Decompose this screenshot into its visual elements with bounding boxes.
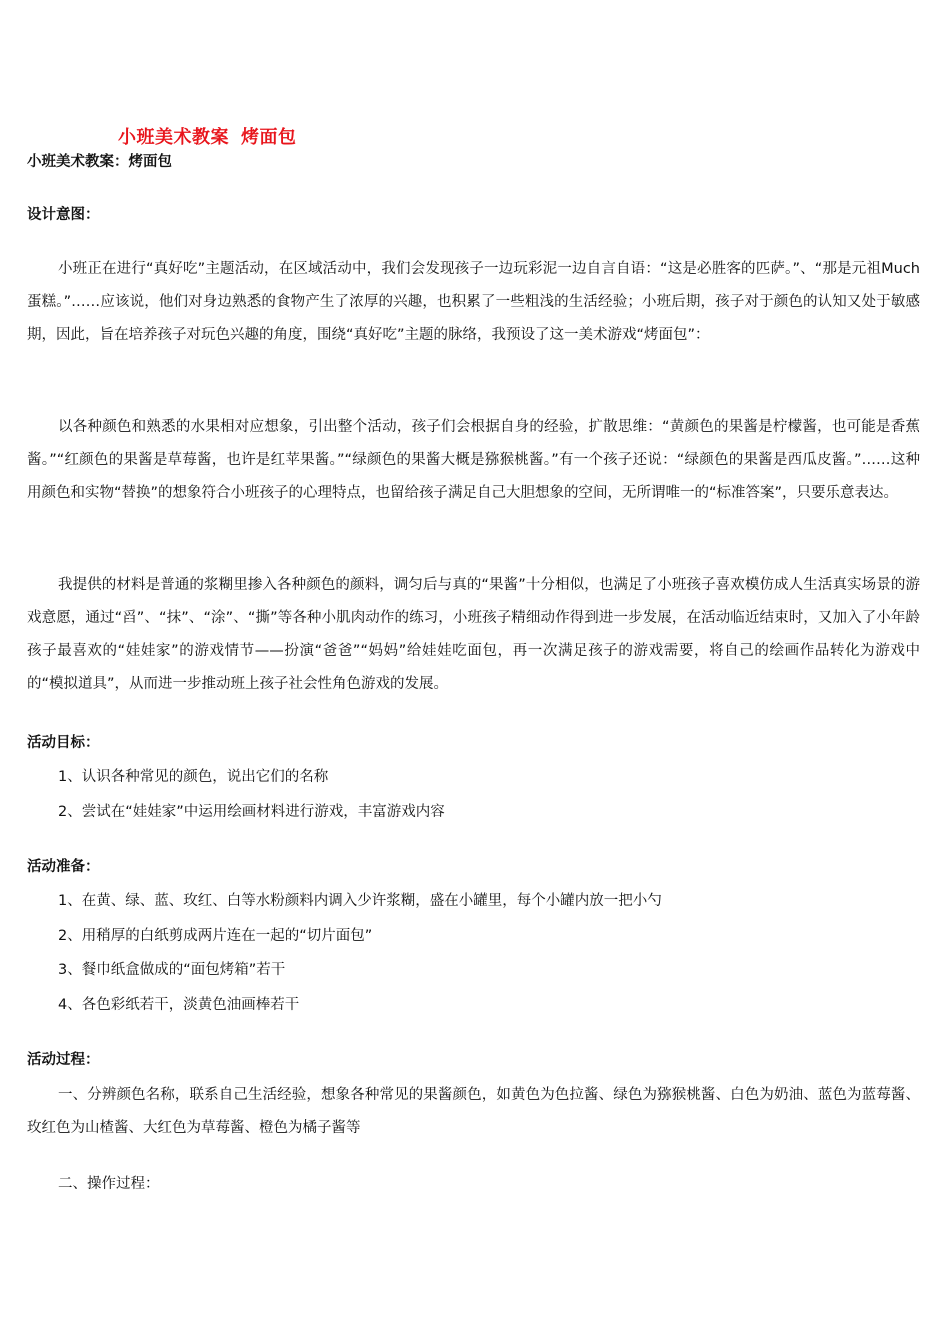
design-intent-paragraph-3: 我提供的材料是普通的浆糊里掺入各种颜色的颜料，调匀后与真的“果酱”十分相似，也满足了小班孩子喜欢模仿成人生活真实场景的游戏意愿，通过“舀”、“抹”、“涂”、“撕”等各种小肌肉动作的练习，小班孩子精细动作得到进一步发展，在活动临近结束时，又加入了小年龄孩子最喜欢的“娃娃家”的游戏情节——扮演“爸爸”“妈妈”给娃娃吃面包，再一次满足孩子的游戏需要，将自己的绘画作品转化为游戏中的“模拟道具”，从而进一步推动班上孩子社会性角色游戏的发展。 xyxy=(27,577,920,692)
title-part-1: 小班美术教案 xyxy=(118,127,229,148)
process-step-2: 二、操作过程： xyxy=(58,1176,160,1192)
goals-heading: 活动目标： xyxy=(27,735,100,751)
goal-item-2: 2、尝试在“娃娃家”中运用绘画材料进行游戏，丰富游戏内容 xyxy=(58,804,445,820)
subtitle: 小班美术教案：烤面包 xyxy=(27,154,172,170)
design-intent-paragraph-2: 以各种颜色和熟悉的水果相对应想象，引出整个活动，孩子们会根据自身的经验，扩散思维：“黄颜色的果酱是柠檬酱，也可能是香蕉酱。”“红颜色的果酱是草莓酱，也许是红苹果酱。”“绿颜色的果酱大概是猕猴桃酱。”有一个孩子还说：“绿颜色的果酱是西瓜皮酱。”……这种用颜色和实物“替换”的想象符合小班孩子的心理特点，也留给孩子满足自己大胆想象的空间，无所谓唯一的“标准答案”，只要乐意表达。 xyxy=(27,419,920,501)
preparation-item-1: 1、在黄、绿、蓝、玫红、白等水粉颜料内调入少许浆糊，盛在小罐里，每个小罐内放一把小勺 xyxy=(58,893,662,909)
design-intent-paragraph-1: 小班正在进行“真好吃”主题活动，在区域活动中，我们会发现孩子一边玩彩泥一边自言自语：“这是必胜客的匹萨。”、“那是元祖Much蛋糕。”……应该说，他们对身边熟悉的食物产生了浓厚的兴趣，也积累了一些粗浅的生活经验；小班后期，孩子对于颜色的认知又处于敏感期，因此，旨在培养孩子对玩色兴趣的角度，围绕“真好吃”主题的脉络，我预设了这一美术游戏“烤面包”： xyxy=(27,261,920,343)
title-part-2: 烤面包 xyxy=(241,127,297,148)
preparation-heading: 活动准备： xyxy=(27,859,100,875)
preparation-item-3: 3、餐巾纸盒做成的“面包烤箱”若干 xyxy=(58,962,286,978)
preparation-item-2: 2、用稍厚的白纸剪成两片连在一起的“切片面包” xyxy=(58,928,373,944)
design-intent-heading: 设计意图： xyxy=(27,207,100,223)
process-step-1: 一、分辨颜色名称，联系自己生活经验，想象各种常见的果酱颜色，如黄色为色拉酱、绿色为猕猴桃酱、白色为奶油、蓝色为蓝莓酱、玫红色为山楂酱、大红色为草莓酱、橙色为橘子酱等 xyxy=(27,1087,920,1136)
goal-item-1: 1、认识各种常见的颜色，说出它们的名称 xyxy=(58,769,329,785)
document-title xyxy=(118,123,297,149)
preparation-item-4: 4、各色彩纸若干，淡黄色油画棒若干 xyxy=(58,997,300,1013)
process-heading: 活动过程： xyxy=(27,1052,100,1068)
